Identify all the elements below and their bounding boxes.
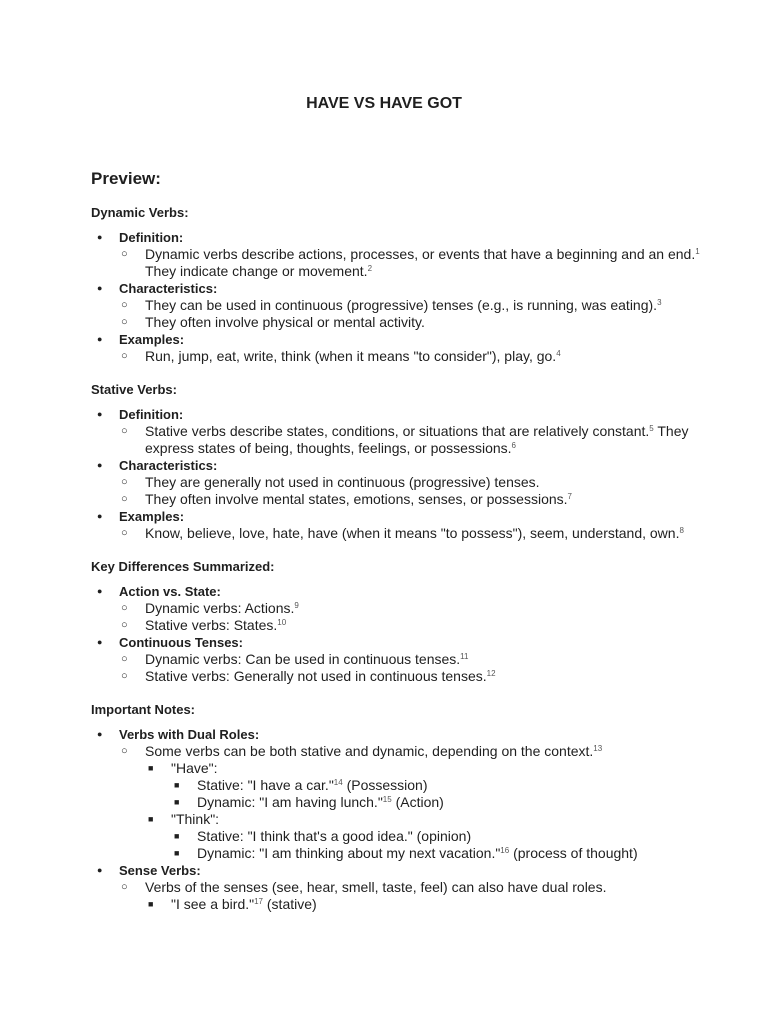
list-item: [91, 508, 731, 542]
item-text: They are generally not used in continuous (progressive) tenses.: [145, 474, 540, 490]
item-text: (stative): [263, 896, 317, 912]
list-item: [145, 600, 731, 617]
item-text: "Think":: [171, 811, 220, 827]
section-heading: Important Notes:: [91, 702, 195, 717]
item-text: "Have":: [171, 760, 218, 776]
item-text: Verbs of the senses (see, hear, smell, taste, feel) can also have dual roles.: [145, 879, 607, 895]
list-item: [171, 896, 731, 913]
item-text: Know, believe, love, hate, have (when it means "to possess"), seem, understand, own.: [145, 525, 680, 541]
bullet-list-level-2: [145, 423, 731, 457]
item-text: (process of thought): [509, 845, 638, 861]
footnote-ref: 16: [500, 846, 510, 855]
section-heading: Dynamic Verbs:: [91, 205, 189, 220]
list-item: [91, 406, 731, 457]
bullet-list-level-2: [145, 474, 731, 508]
bullet-list-level-1: [91, 229, 731, 365]
list-item: [197, 794, 731, 811]
list-item: [91, 862, 731, 913]
list-item: [145, 651, 731, 668]
bullet-list-level-3: [171, 760, 731, 862]
list-item: [197, 828, 731, 845]
item-text: Stative: "I think that's a good idea." (opinion): [197, 828, 472, 844]
item-label: Definition:: [119, 230, 184, 245]
list-item: [171, 811, 731, 862]
footnote-ref: 2: [367, 264, 373, 273]
bullet-list-level-2: [145, 600, 731, 634]
document-body: [91, 205, 731, 930]
item-label: Definition:: [119, 407, 184, 422]
document-title: HAVE VS HAVE GOT: [306, 95, 462, 112]
item-text: They indicate change or movement.: [145, 263, 368, 279]
item-text: (Possession): [342, 777, 428, 793]
item-text: They often involve mental states, emotions, senses, or possessions.: [145, 491, 568, 507]
footnote-ref: 10: [277, 618, 287, 627]
item-text: Some verbs can be both stative and dynamic, depending on the context.: [145, 743, 594, 759]
footnote-ref: 7: [567, 492, 572, 501]
footnote-ref: 6: [511, 441, 516, 450]
item-text: They often involve physical or mental activity.: [145, 314, 425, 330]
list-item: [145, 668, 731, 685]
section-heading: Stative Verbs:: [91, 382, 177, 397]
item-label: Verbs with Dual Roles:: [119, 727, 260, 742]
footnote-ref: 15: [382, 795, 392, 804]
section-heading: Key Differences Summarized:: [91, 559, 275, 574]
item-text: They express states of being, thoughts, feelings, or possessions.: [145, 423, 689, 456]
list-item: [145, 525, 731, 542]
list-item: [91, 229, 731, 280]
bullet-list-level-2: [145, 743, 731, 862]
item-text: Stative verbs: States.: [145, 617, 278, 633]
section: [91, 702, 731, 913]
bullet-list-level-2: [145, 246, 731, 280]
list-item: [145, 743, 731, 862]
item-label: Characteristics:: [119, 281, 218, 296]
list-item: [171, 760, 731, 811]
item-text: Dynamic verbs: Can be used in continuous tenses.: [145, 651, 461, 667]
section: [91, 382, 731, 542]
bullet-list-level-3: [171, 896, 731, 913]
footnote-ref: 3: [657, 298, 662, 307]
list-item: [145, 297, 731, 314]
item-label: Examples:: [119, 509, 185, 524]
item-text: Dynamic: "I am having lunch.": [197, 794, 383, 810]
bullet-list-level-1: [91, 726, 731, 913]
footnote-ref: 8: [679, 526, 684, 535]
section: [91, 559, 731, 685]
item-text: Dynamic verbs describe actions, processes, or events that have a beginning and an end.: [145, 246, 696, 262]
list-item: [145, 617, 731, 634]
footnote-ref: 1: [695, 247, 700, 256]
footnote-ref: 17: [254, 897, 263, 906]
list-item: [91, 583, 731, 634]
footnote-ref: 9: [294, 601, 299, 610]
item-label: Action vs. State:: [119, 584, 221, 599]
bullet-list-level-2: [145, 297, 731, 331]
item-text: Stative verbs: Generally not used in continuous tenses.: [145, 668, 487, 684]
footnote-ref: 4: [556, 349, 561, 358]
item-text: "I see a bird.": [171, 896, 255, 912]
bullet-list-level-2: [145, 651, 731, 685]
list-item: [145, 423, 731, 457]
list-item: [91, 634, 731, 685]
list-item: [197, 777, 731, 794]
item-text: Dynamic verbs: Actions.: [145, 600, 295, 616]
bullet-list-level-4: [197, 777, 731, 811]
list-item: [145, 314, 731, 331]
footnote-ref: 12: [486, 669, 496, 678]
preview-heading: Preview:: [91, 169, 161, 188]
list-item: [145, 474, 731, 491]
bullet-list-level-1: [91, 583, 731, 685]
list-item: [91, 331, 731, 365]
item-text: Dynamic: "I am thinking about my next vacation.": [197, 845, 501, 861]
item-label: Characteristics:: [119, 458, 218, 473]
list-item: [145, 348, 731, 365]
item-text: Stative: "I have a car.": [197, 777, 334, 793]
footnote-ref: 11: [460, 652, 469, 661]
list-item: [91, 457, 731, 508]
bullet-list-level-1: [91, 406, 731, 542]
bullet-list-level-2: [145, 348, 731, 365]
item-label: Continuous Tenses:: [119, 635, 243, 650]
list-item: [197, 845, 731, 862]
section: [91, 205, 731, 365]
item-text: Run, jump, eat, write, think (when it means "to consider"), play, go.: [145, 348, 557, 364]
list-item: [145, 491, 731, 508]
item-label: Sense Verbs:: [119, 863, 201, 878]
list-item: [91, 726, 731, 862]
footnote-ref: 13: [593, 744, 603, 753]
list-item: [145, 879, 731, 913]
list-item: [145, 246, 731, 280]
bullet-list-level-4: [197, 828, 731, 862]
item-text: They can be used in continuous (progressive) tenses (e.g., is running, was eating).: [145, 297, 658, 313]
footnote-ref: 14: [333, 778, 343, 787]
item-text: Stative verbs describe states, conditions, or situations that are relatively constant.: [145, 423, 650, 439]
bullet-list-level-2: [145, 525, 731, 542]
footnote-ref: 5: [649, 424, 654, 433]
item-label: Examples:: [119, 332, 185, 347]
bullet-list-level-2: [145, 879, 731, 913]
item-text: (Action): [391, 794, 444, 810]
list-item: [91, 280, 731, 331]
